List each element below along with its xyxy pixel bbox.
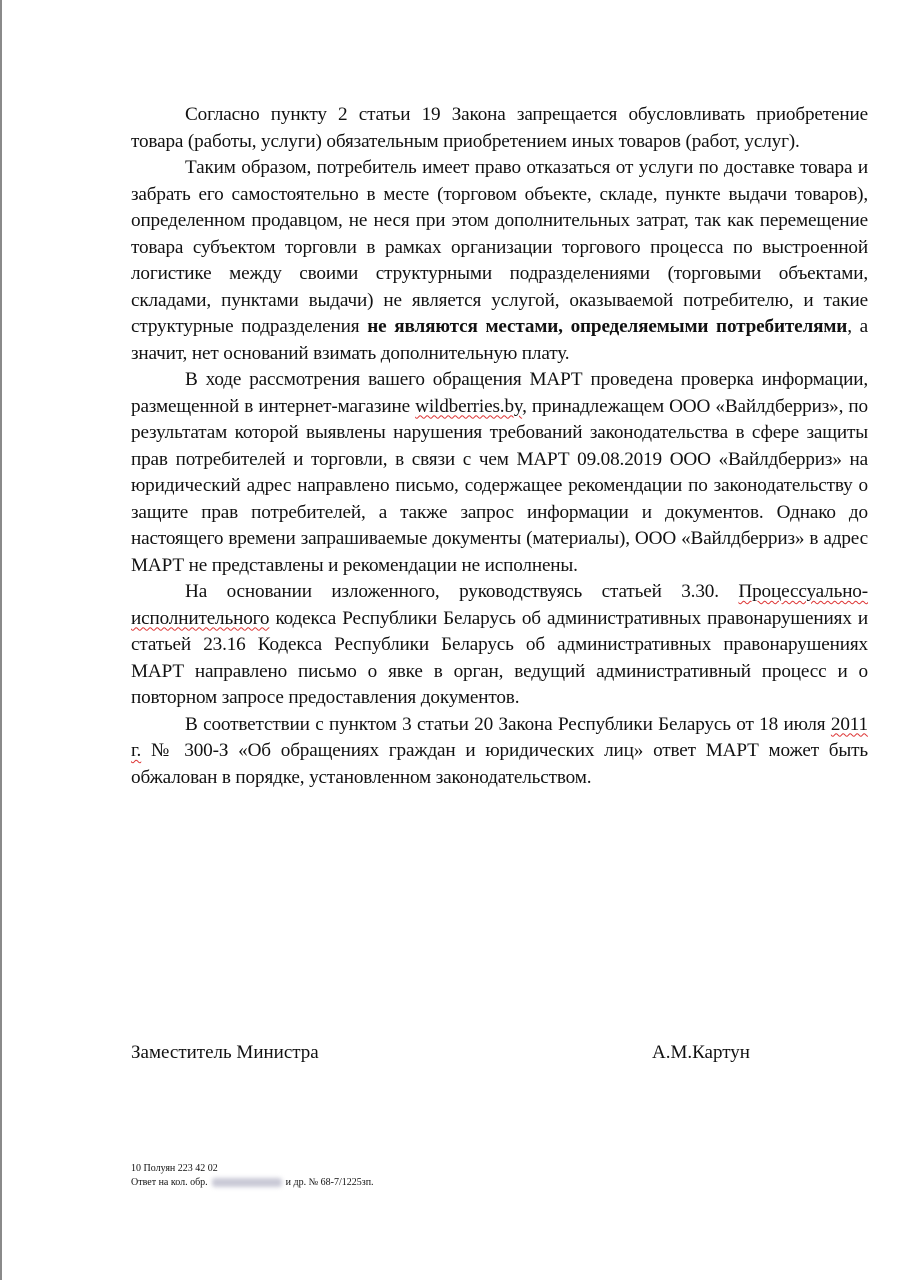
signatory-name: А.М.Картун [652,1042,750,1063]
reference-number: и др. № 68-7/1225зп. [285,1177,374,1188]
footer [131,1162,374,1190]
executor-line: 10 Полуян 223 42 02 [131,1163,218,1174]
page-edge [0,0,2,1280]
paragraph-text: , а значит, нет оснований взимать дополнительную плату. [131,316,868,364]
paragraph-text: Таким образом, потребитель имеет право отказаться от услуги по доставке товара и забрать его самостоятельно в месте (торговом объекте, складе, пункте выдачи товаров), определенном продавцом, не неся при этом дополнительных затрат, так как перемещение товара субъектом торговли в рамках организации торгового процесса по выстроенной логистике между своими структурными подразделениями (торговыми объектами, складами, пунктами выдачи) не является услугой, оказываемой потребителю, и такие структурные подразделения [131,157,868,337]
website-name: wildberries.by [415,395,523,417]
signatory-position: Заместитель Министра [131,1042,319,1063]
paragraph-text: кодекса Республики Беларусь об административных правонарушениях и статьей 23.16 Кодекса Республики Беларусь об административных правонарушениях МАРТ направлено письмо о явке в орган, ведущий административный процесс и о повторном запросе предоставления документов. [131,607,868,708]
letter-body [131,102,868,791]
paragraph-text: Согласно пункту 2 статьи 19 Закона запрещается обусловливать приобретение товара (работы, услуги) обязательным приобретением иных товаров (работ, услуг). [131,104,868,152]
paragraph-text: На основании изложенного, руководствуясь статьей 3.30. [185,581,739,602]
redacted-name [212,1178,282,1187]
reference-prefix: Ответ на кол. обр. [131,1177,208,1188]
paragraph-5 [131,712,868,792]
paragraph-4 [131,579,868,712]
bold-emphasis: не являются местами, определяемыми потребителями [367,316,848,337]
reference-line [131,1176,374,1190]
paragraph-text: В соответствии с пунктом 3 статьи 20 Закона Республики Беларусь от 18 июля [185,713,831,735]
paragraph-2 [131,155,868,367]
paragraph-text: № 300-З «Об обращениях граждан и юридических лиц» ответ МАРТ может быть обжалован в порядке, установленном законодательством. [131,740,868,788]
spellcheck-word: Процессуально-исполнительного [131,581,868,629]
paragraph-text: В ходе рассмотрения вашего обращения МАРТ проведена проверка информации, размещенной в интернет-магазине [131,369,868,417]
paragraph-3 [131,367,868,579]
paragraph-text: , принадлежащем ООО «Вайлдберриз», по результатам которой выявлены нарушения требований законодательства в сфере защиты прав потребителей и торговли, в связи с чем МАРТ 09.08.2019 ООО «Вайлдберриз» на юридический адрес направлено письмо, содержащее рекомендации по законодательству о защите прав потребителей, а также запрос информации и документов. Однако до настоящего времени запрашиваемые документы (материалы), ООО «Вайлдберриз» в адрес МАРТ не представлены и рекомендации не исполнены. [131,395,868,576]
paragraph-1 [131,102,868,155]
spellcheck-word: 2011 г. [131,713,868,761]
